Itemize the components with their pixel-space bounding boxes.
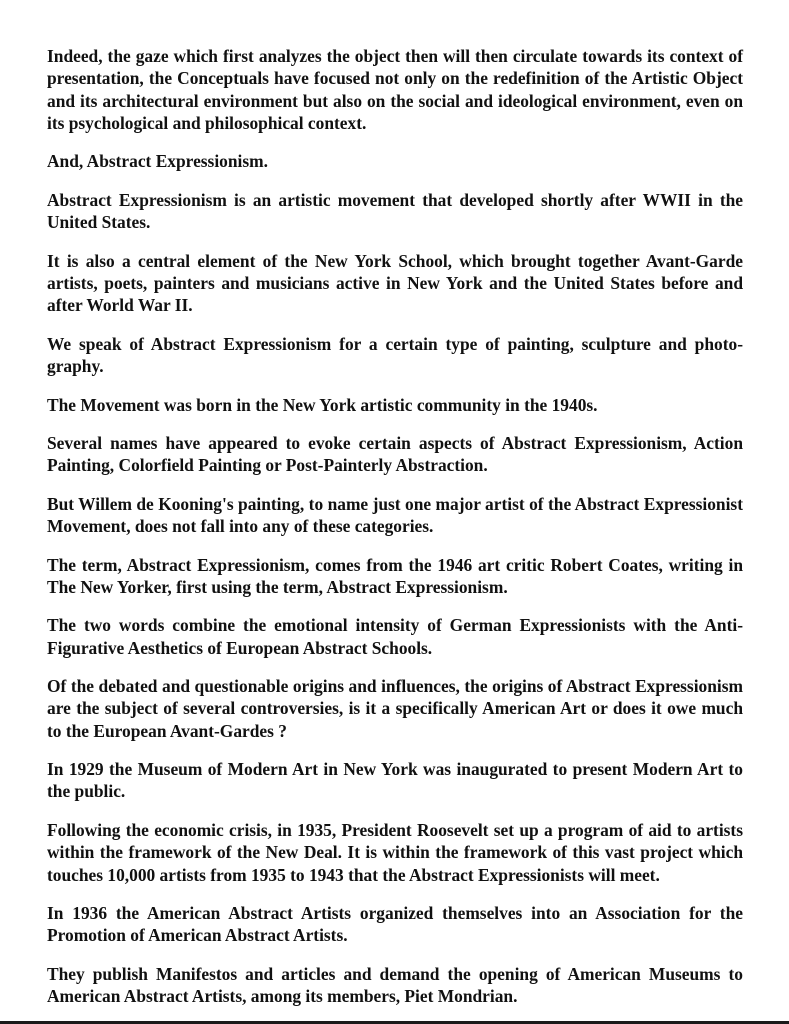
paragraph-5: We speak of Abstract Expressionism for a certain type of painting, sculpture and photography.	[47, 333, 743, 377]
paragraph-3: Abstract Expressionism is an artistic movement that developed shortly after WWII in the United States.	[47, 189, 743, 233]
paragraph-15: They publish Manifestos and articles and demand the opening of American Museums to American Abstract Artists, among its members, Piet Mondrian.	[47, 963, 743, 1007]
paragraph-2: And, Abstract Expressionism.	[47, 151, 268, 172]
paragraph-14: In 1936 the American Abstract Artists organized themselves into an Association for the Promotion of American Abstract Artists.	[47, 903, 743, 946]
paragraph-12: In 1929 the Museum of Modern Art in New York was inaugurated to present Modern Art to the public.	[47, 759, 743, 802]
paragraph-9: The term, Abstract Expressionism, comes from the 1946 art critic Robert Coates, writing in The New Yorker, first using the term, Abstract Expressionism.	[47, 554, 743, 597]
paragraph-7: Several names have appeared to evoke certain aspects of Abstract Expressionism, Action Painting, Colorfield Painting or Post-Painterly Abstraction.	[47, 432, 743, 476]
paragraph-1: Indeed, the gaze which first analyzes the object then will then circulate towards its context of presentation, the Conceptuals have focused not only on the redefinition of the Artistic Object and its architectural environment but also on the social and ideological environment, even on its psychological and philosophical context.	[47, 46, 743, 133]
paragraph-13: Following the economic crisis, in 1935, President Roosevelt set up a program of aid to artists within the framework of the New Deal. It is within the framework of this vast project which touches 10,000 artists from 1935 to 1943 that the Abstract Expressionists will meet.	[47, 819, 743, 885]
paragraph-6: The Movement was born in the New York artistic community in the 1940s.	[47, 394, 598, 415]
paragraph-11: Of the debated and questionable origins and influences, the origins of Abstract Expressionism are the subject of several controversies, is it a specifically American Art or does it owe much to the European Avant-Gardes ?	[47, 676, 743, 741]
paragraph-4: It is also a central element of the New York School, which brought together Avant-Garde artists, poets, painters and musicians active in New York and the United States before and after World War II.	[47, 250, 743, 316]
body-text	[47, 45, 743, 1024]
paragraph-10: The two words combine the emotional intensity of German Expressionists with the Anti-Figurative Aesthetics of European Abstract Schools.	[47, 615, 743, 658]
paragraph-8: But Willem de Kooning's painting, to name just one major artist of the Abstract Expressionist Movement, does not fall into any of these categories.	[47, 493, 743, 537]
